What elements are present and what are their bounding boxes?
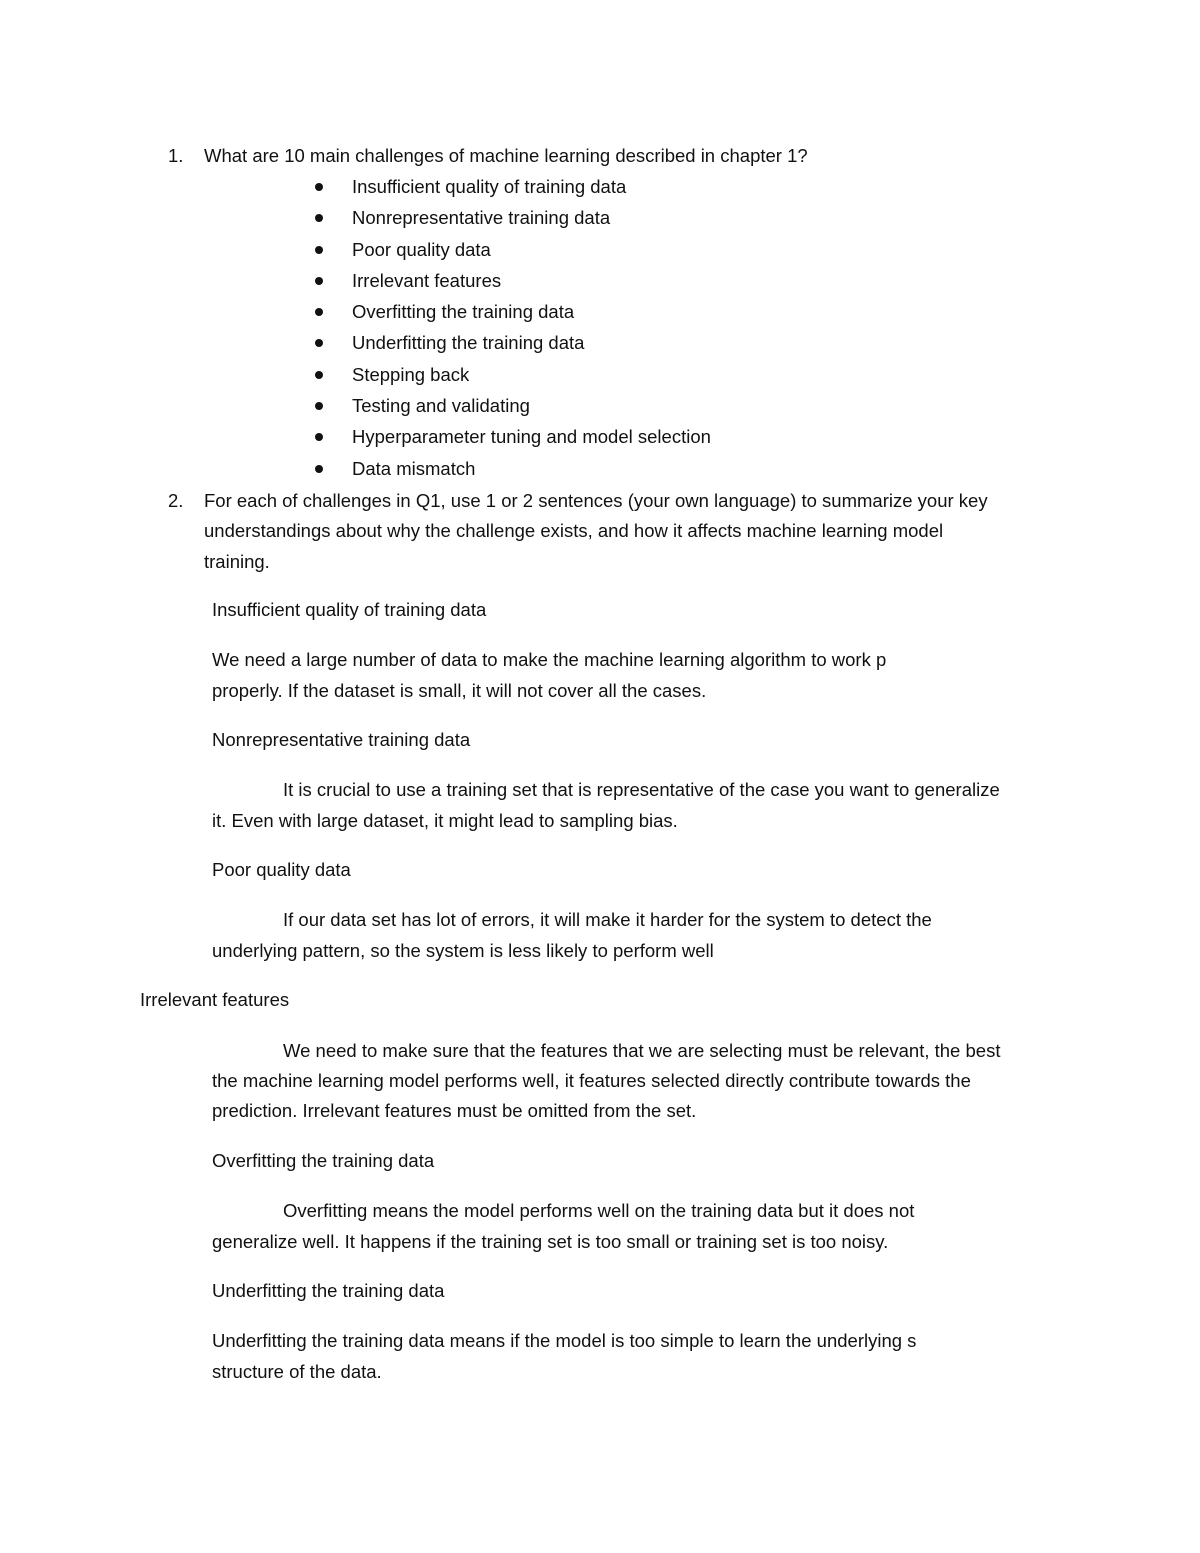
answer-heading: Underfitting the training data [212,1280,445,1301]
question-2-line: training. [204,551,270,572]
bullet-icon [315,339,323,347]
answer-text: generalize well. It happens if the training set is too small or training set is too noisy. [212,1231,889,1252]
bullet-icon [315,183,323,191]
answer-heading: Insufficient quality of training data [212,599,487,620]
answer-text: the machine learning model performs well, it features selected directly contribute towards the [212,1070,971,1091]
bullet-icon [315,246,323,254]
answer-heading: Nonrepresentative training data [212,729,471,750]
answer-text: If our data set has lot of errors, it will make it harder for the system to detect the [283,909,932,930]
bullet-icon [315,465,323,473]
answer-heading: Poor quality data [212,859,351,880]
answer-text: underlying pattern, so the system is less likely to perform well [212,940,714,961]
bullet-icon [315,433,323,441]
question-1-number: 1. [168,145,184,166]
bullet-icon [315,214,323,222]
question-1-text: What are 10 main challenges of machine learning described in chapter 1? [204,145,808,166]
question-2-line: understandings about why the challenge exists, and how it affects machine learning model [204,520,944,541]
bullet-icon [315,402,323,410]
bullet-icon [315,308,323,316]
answer-text: Underfitting the training data means if the model is too simple to learn the underlying s [212,1330,917,1351]
answer-heading: Irrelevant features [140,989,290,1010]
answer-text: It is crucial to use a training set that is representative of the case you want to generalize [283,779,1000,800]
answer-text: We need a large number of data to make the machine learning algorithm to work p [212,649,887,670]
answer-heading: Overfitting the training data [212,1150,435,1171]
answer-text: properly. If the dataset is small, it will not cover all the cases. [212,680,707,701]
answer-text: We need to make sure that the features that we are selecting must be relevant, the best [283,1040,1001,1061]
answer-text: Overfitting means the model performs well on the training data but it does not [283,1200,915,1221]
bullet-icon [315,371,323,379]
answer-text: it. Even with large dataset, it might lead to sampling bias. [212,810,678,831]
bullet-icon [315,277,323,285]
answer-text: structure of the data. [212,1361,382,1382]
document-page: 1. What are 10 main challenges of machine learning described in chapter 1? Insufficient quality of training data Nonrepresentative training data Poor quality data Irrelevant features Overfitting the training data Underfitting the training data Stepping back Testing and validating Hyperparameter tuning and model selection Data mismatch 2. For each of challenges in Q1, use 1 or 2 sentences (your own language) to summarize your key understandings about why the challenge exists, and how it affects machine learning model training. Insufficient quality of training data We need a large number of data to make the machine learning algorithm to work p properly. If the dataset is small, it will not cover all the cases. Nonrepresentative training data It is crucial to use a training set that is representative of the case you want to generalize it. Even with large dataset, it might lead to sampling bias. Poor quality data If our data set has lot of errors, it will make it harder for the system to detect the underlying pattern, so the system is less likely to perform well Irrelevant features We need to make sure that the features that we are selecting must be relevant, the best the machine learning model performs well, it features selected directly contribute towards the prediction. Irrelevant features must be omitted from the set. Overfitting the training data Overfitting means the model performs well on the training data but it does not generalize well. It happens if the training set is too small or training set is too noisy. Underfitting the training data Underfitting the training data means if the model is too simple to learn the underlying s structure of the data. [0,0,1200,1553]
question-2-line: For each of challenges in Q1, use 1 or 2 sentences (your own language) to summarize your key [204,490,988,511]
answer-text: prediction. Irrelevant features must be omitted from the set. [212,1100,697,1121]
question-2-number: 2. [168,490,184,511]
